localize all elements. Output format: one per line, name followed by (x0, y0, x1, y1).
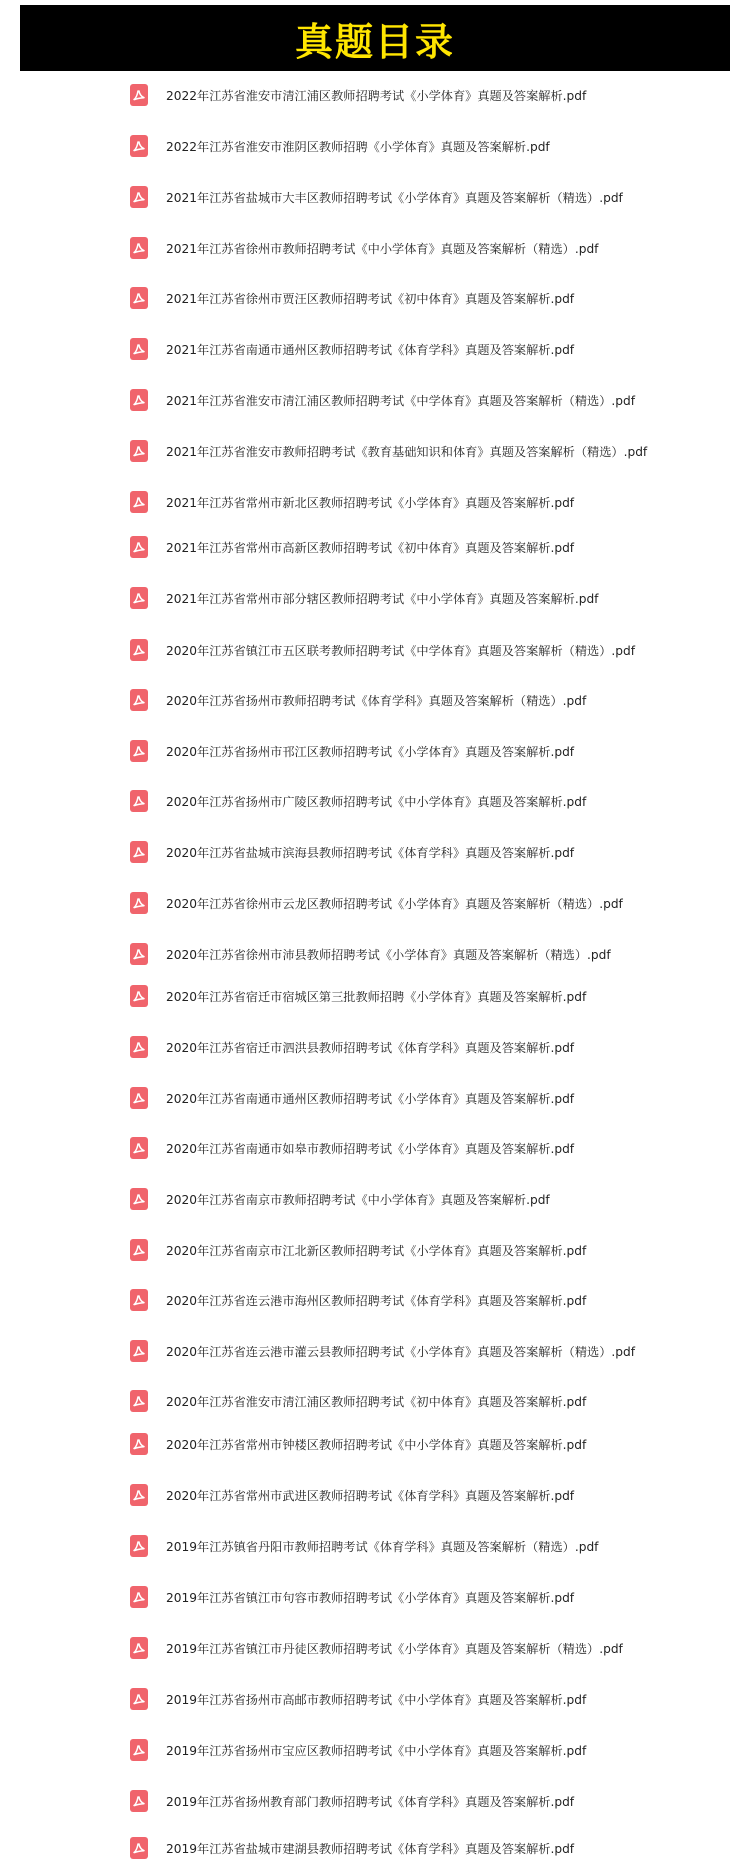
file-row[interactable] (0, 1682, 750, 1716)
pdf-icon (130, 1837, 148, 1859)
pdf-icon (130, 1688, 148, 1710)
file-name[interactable]: 2021年江苏省常州市新北区教师招聘考试《小学体育》真题及答案解析.pdf (166, 495, 575, 510)
file-row[interactable] (0, 1733, 750, 1767)
file-name[interactable]: 2020年江苏省徐州市云龙区教师招聘考试《小学体育》真题及答案解析（精选）.pdf (166, 896, 623, 911)
file-name[interactable]: 2020年江苏省连云港市海州区教师招聘考试《体育学科》真题及答案解析.pdf (166, 1293, 587, 1308)
file-name[interactable]: 2020年江苏省南通市通州区教师招聘考试《小学体育》真题及答案解析.pdf (166, 1091, 575, 1106)
pdf-icon (130, 1036, 148, 1058)
pdf-icon (130, 287, 148, 309)
file-row[interactable] (0, 485, 750, 519)
file-name[interactable]: 2020年江苏省南京市教师招聘考试《中小学体育》真题及答案解析.pdf (166, 1192, 550, 1207)
pdf-icon (130, 237, 148, 259)
file-name[interactable]: 2020年江苏省南通市如皋市教师招聘考试《小学体育》真题及答案解析.pdf (166, 1141, 575, 1156)
pdf-icon (130, 440, 148, 462)
pdf-icon (130, 84, 148, 106)
file-row[interactable] (0, 633, 750, 667)
pdf-icon (130, 1433, 148, 1455)
file-row[interactable] (0, 434, 750, 468)
file-row[interactable] (0, 1529, 750, 1563)
file-row[interactable] (0, 1831, 750, 1865)
file-name[interactable]: 2019年江苏省镇江市丹徒区教师招聘考试《小学体育》真题及答案解析（精选）.pdf (166, 1641, 623, 1656)
pdf-icon (130, 135, 148, 157)
file-row[interactable] (0, 231, 750, 265)
pdf-icon (130, 1239, 148, 1261)
file-name[interactable]: 2022年江苏省淮安市淮阴区教师招聘《小学体育》真题及答案解析.pdf (166, 139, 550, 154)
file-row[interactable] (0, 1233, 750, 1267)
pdf-icon (130, 943, 148, 965)
file-row[interactable] (0, 784, 750, 818)
pdf-icon (130, 1586, 148, 1608)
file-name[interactable]: 2019年江苏省镇江市句容市教师招聘考试《小学体育》真题及答案解析.pdf (166, 1590, 575, 1605)
file-name[interactable]: 2020年江苏省宿迁市泗洪县教师招聘考试《体育学科》真题及答案解析.pdf (166, 1040, 575, 1055)
file-name[interactable]: 2019年江苏省扬州市高邮市教师招聘考试《中小学体育》真题及答案解析.pdf (166, 1692, 587, 1707)
file-name[interactable]: 2020年江苏省扬州市广陵区教师招聘考试《中小学体育》真题及答案解析.pdf (166, 794, 587, 809)
pdf-icon (130, 1137, 148, 1159)
pdf-icon (130, 639, 148, 661)
file-row[interactable] (0, 78, 750, 112)
pdf-icon (130, 740, 148, 762)
file-row[interactable] (0, 1081, 750, 1115)
file-row[interactable] (0, 180, 750, 214)
file-row[interactable] (0, 1580, 750, 1614)
file-name[interactable]: 2020年江苏省扬州市邗江区教师招聘考试《小学体育》真题及答案解析.pdf (166, 744, 575, 759)
pdf-icon (130, 892, 148, 914)
file-row[interactable] (0, 1784, 750, 1818)
pdf-icon (130, 186, 148, 208)
file-row[interactable] (0, 1631, 750, 1665)
file-name[interactable]: 2021年江苏省徐州市贾汪区教师招聘考试《初中体育》真题及答案解析.pdf (166, 291, 575, 306)
file-name[interactable]: 2020年江苏省盐城市滨海县教师招聘考试《体育学科》真题及答案解析.pdf (166, 845, 575, 860)
pdf-icon (130, 587, 148, 609)
file-name[interactable]: 2021年江苏省常州市高新区教师招聘考试《初中体育》真题及答案解析.pdf (166, 540, 575, 555)
file-row[interactable] (0, 1182, 750, 1216)
file-row[interactable] (0, 683, 750, 717)
file-name[interactable]: 2019年江苏省盐城市建湖县教师招聘考试《体育学科》真题及答案解析.pdf (166, 1841, 575, 1856)
pdf-icon (130, 1340, 148, 1362)
file-name[interactable]: 2020年江苏省常州市钟楼区教师招聘考试《中小学体育》真题及答案解析.pdf (166, 1437, 587, 1452)
file-row[interactable] (0, 1427, 750, 1461)
file-row[interactable] (0, 1131, 750, 1165)
pdf-icon (130, 491, 148, 513)
pdf-icon (130, 1390, 148, 1412)
file-row[interactable] (0, 281, 750, 315)
file-name[interactable]: 2020年江苏省连云港市灌云县教师招聘考试《小学体育》真题及答案解析（精选）.pdf (166, 1344, 636, 1359)
file-name[interactable]: 2020年江苏省南京市江北新区教师招聘考试《小学体育》真题及答案解析.pdf (166, 1243, 587, 1258)
file-name[interactable]: 2021年江苏省盐城市大丰区教师招聘考试《小学体育》真题及答案解析（精选）.pdf (166, 190, 623, 205)
file-name[interactable]: 2021年江苏省徐州市教师招聘考试《中小学体育》真题及答案解析（精选）.pdf (166, 241, 599, 256)
file-row[interactable] (0, 129, 750, 163)
file-row[interactable] (0, 937, 750, 971)
file-row[interactable] (0, 734, 750, 768)
file-name[interactable]: 2019年江苏镇省丹阳市教师招聘考试《体育学科》真题及答案解析（精选）.pdf (166, 1539, 599, 1554)
file-name[interactable]: 2020年江苏省扬州市教师招聘考试《体育学科》真题及答案解析（精选）.pdf (166, 693, 587, 708)
file-name[interactable]: 2020年江苏省常州市武进区教师招聘考试《体育学科》真题及答案解析.pdf (166, 1488, 575, 1503)
file-name[interactable]: 2020年江苏省镇江市五区联考教师招聘考试《中学体育》真题及答案解析（精选）.pdf (166, 643, 636, 658)
pdf-icon (130, 1087, 148, 1109)
file-name[interactable]: 2022年江苏省淮安市清江浦区教师招聘考试《小学体育》真题及答案解析.pdf (166, 88, 587, 103)
file-row[interactable] (0, 1384, 750, 1418)
pdf-icon (130, 536, 148, 558)
file-name[interactable]: 2020年江苏省徐州市沛县教师招聘考试《小学体育》真题及答案解析（精选）.pdf (166, 947, 611, 962)
file-name[interactable]: 2021年江苏省淮安市教师招聘考试《教育基础知识和体育》真题及答案解析（精选）.pdf (166, 444, 648, 459)
pdf-icon (130, 1535, 148, 1557)
file-name[interactable]: 2021年江苏省常州市部分辖区教师招聘考试《中小学体育》真题及答案解析.pdf (166, 591, 599, 606)
file-row[interactable] (0, 1283, 750, 1317)
pdf-icon (130, 1289, 148, 1311)
file-name[interactable]: 2021年江苏省南通市通州区教师招聘考试《体育学科》真题及答案解析.pdf (166, 342, 575, 357)
pdf-icon (130, 1739, 148, 1761)
pdf-icon (130, 1188, 148, 1210)
file-row[interactable] (0, 1334, 750, 1368)
pdf-icon (130, 790, 148, 812)
pdf-icon (130, 389, 148, 411)
file-row[interactable] (0, 835, 750, 869)
file-row[interactable] (0, 383, 750, 417)
pdf-icon (130, 841, 148, 863)
file-name[interactable]: 2019年江苏省扬州教育部门教师招聘考试《体育学科》真题及答案解析.pdf (166, 1794, 575, 1809)
pdf-icon (130, 1484, 148, 1506)
file-name[interactable]: 2020年江苏省宿迁市宿城区第三批教师招聘《小学体育》真题及答案解析.pdf (166, 989, 587, 1004)
file-row[interactable] (0, 530, 750, 564)
file-name[interactable]: 2020年江苏省淮安市清江浦区教师招聘考试《初中体育》真题及答案解析.pdf (166, 1394, 587, 1409)
file-name[interactable]: 2021年江苏省淮安市清江浦区教师招聘考试《中学体育》真题及答案解析（精选）.pdf (166, 393, 636, 408)
file-name[interactable]: 2019年江苏省扬州市宝应区教师招聘考试《中小学体育》真题及答案解析.pdf (166, 1743, 587, 1758)
pdf-icon (130, 338, 148, 360)
file-row[interactable] (0, 332, 750, 366)
pdf-icon (130, 1637, 148, 1659)
pdf-icon (130, 1790, 148, 1812)
pdf-icon (130, 985, 148, 1007)
file-row[interactable] (0, 581, 750, 615)
file-row[interactable] (0, 1030, 750, 1064)
file-row[interactable] (0, 1478, 750, 1512)
pdf-icon (130, 689, 148, 711)
page-title: 真题目录 (294, 18, 455, 64)
file-row[interactable] (0, 886, 750, 920)
file-row[interactable] (0, 979, 750, 1013)
